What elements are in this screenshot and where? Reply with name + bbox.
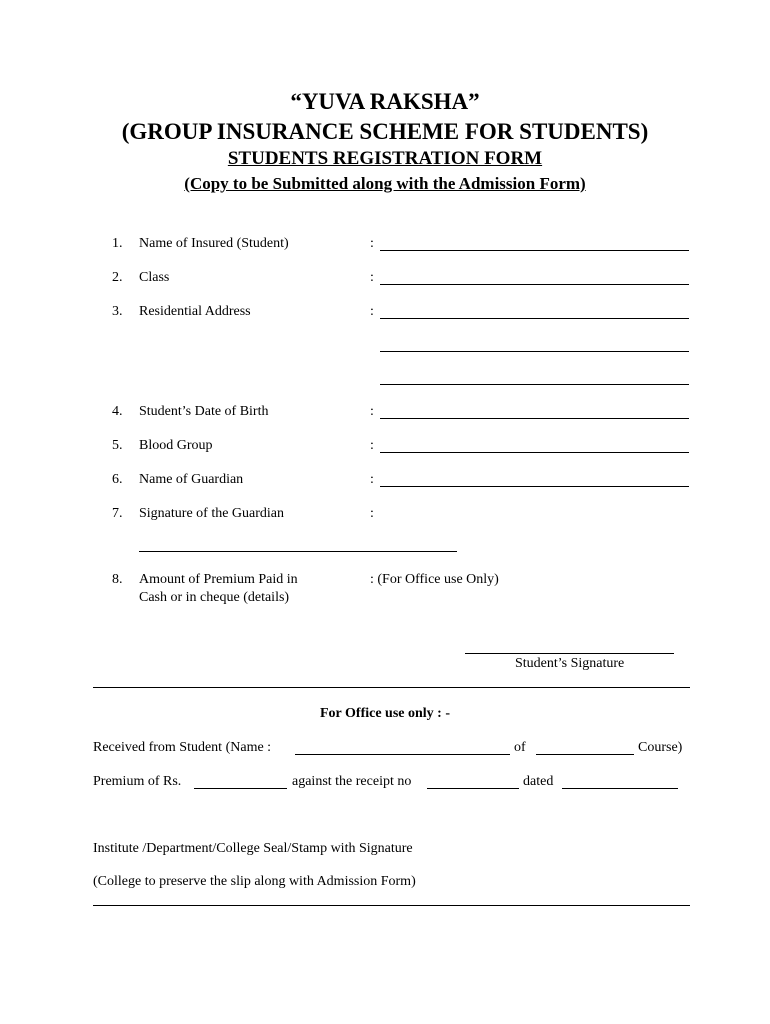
premium-label: Premium of Rs. <box>93 774 182 789</box>
guardian-name-input-line[interactable] <box>380 486 689 487</box>
student-signature-label: Student’s Signature <box>515 656 625 671</box>
address-input-line-2[interactable] <box>380 351 689 352</box>
seal-stamp-text: Institute /Department/College Seal/Stamp with Signature <box>93 841 413 856</box>
date-of-birth-input-line[interactable] <box>380 418 689 419</box>
field-number: 6. <box>112 472 123 487</box>
field-label: Signature of the Guardian <box>139 506 285 521</box>
form-title-main: “YUVA RAKSHA” <box>290 89 480 114</box>
field-label-line-1: Amount of Premium Paid in <box>139 572 298 587</box>
field-label: Name of Insured (Student) <box>139 236 289 251</box>
guardian-signature-line[interactable] <box>139 551 457 552</box>
address-input-line-3[interactable] <box>380 384 689 385</box>
receipt-number-label: against the receipt no <box>292 774 412 789</box>
class-input-line[interactable] <box>380 284 689 285</box>
form-note: (Copy to be Submitted along with the Admission Form) <box>184 174 586 193</box>
received-from-label: Received from Student (Name : <box>93 740 272 755</box>
student-name-input-line[interactable] <box>295 754 510 755</box>
field-label: Name of Guardian <box>139 472 244 487</box>
premium-amount-input-line[interactable] <box>194 788 287 789</box>
field-number: 5. <box>112 438 123 453</box>
field-colon: : <box>370 304 374 319</box>
field-colon: : <box>370 506 374 521</box>
section-divider <box>93 687 690 688</box>
field-colon: : <box>370 236 374 251</box>
field-number: 2. <box>112 270 123 285</box>
field-office-use-note: : (For Office use Only) <box>370 572 499 587</box>
course-input-line[interactable] <box>536 754 634 755</box>
field-colon: : <box>370 404 374 419</box>
field-label-line-2: Cash or in cheque (details) <box>139 590 290 605</box>
field-number: 8. <box>112 572 123 587</box>
field-colon: : <box>370 472 374 487</box>
form-subtitle: (GROUP INSURANCE SCHEME FOR STUDENTS) <box>121 119 649 144</box>
field-number: 7. <box>112 506 123 521</box>
field-number: 4. <box>112 404 123 419</box>
blood-group-input-line[interactable] <box>380 452 689 453</box>
field-colon: : <box>370 270 374 285</box>
receipt-number-input-line[interactable] <box>427 788 519 789</box>
field-number: 1. <box>112 236 123 251</box>
field-label: Blood Group <box>139 438 213 453</box>
dated-label: dated <box>523 774 554 789</box>
preserve-slip-text: (College to preserve the slip along with Admission Form) <box>93 874 416 889</box>
student-signature-line[interactable] <box>465 653 674 654</box>
field-colon: : <box>370 438 374 453</box>
bottom-divider <box>93 905 690 906</box>
received-course-label: Course) <box>638 740 683 755</box>
received-of-label: of <box>514 740 526 755</box>
date-input-line[interactable] <box>562 788 678 789</box>
field-label: Student’s Date of Birth <box>139 404 269 419</box>
form-heading: STUDENTS REGISTRATION FORM <box>227 148 543 169</box>
field-label: Class <box>139 270 170 285</box>
field-number: 3. <box>112 304 123 319</box>
name-of-insured-input-line[interactable] <box>380 250 689 251</box>
field-label: Residential Address <box>139 304 251 319</box>
address-input-line-1[interactable] <box>380 318 689 319</box>
office-use-heading: For Office use only : - <box>320 706 450 721</box>
